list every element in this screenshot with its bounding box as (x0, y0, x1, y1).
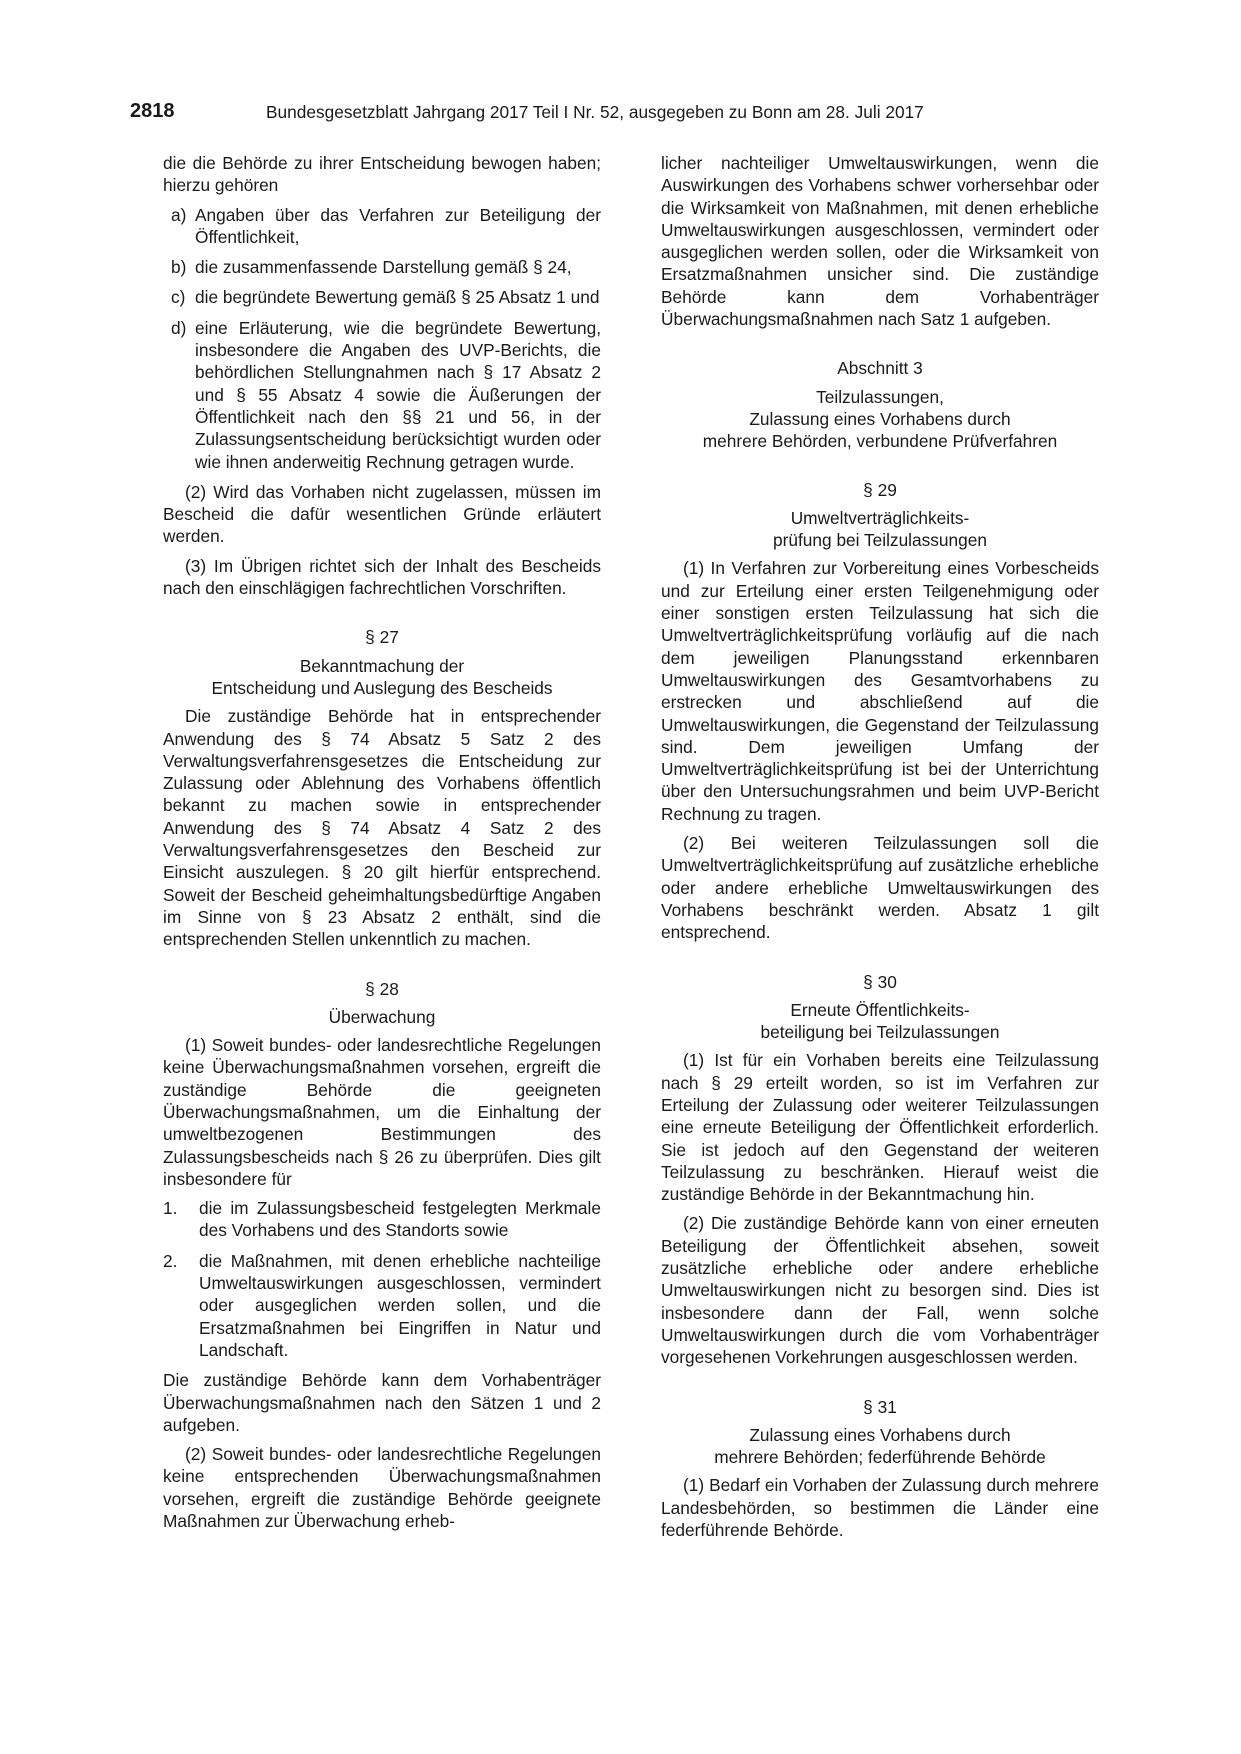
list-marker: a) (171, 204, 187, 225)
paragraph: (1) Bedarf ein Vorhaben der Zulassung durch mehrere Landesbehörden, so bestimmen die Länder eine federführende Behörde. (661, 1475, 1099, 1541)
list-item (163, 1250, 601, 1361)
paragraph: (1) In Verfahren zur Vorbereitung eines Vorbescheids und zur Erteilung einer ersten Teilgenehmigung oder einer sonstigen ersten Teilzulassung hat sich die Umweltverträglichkeitsprüfung vorläufig auf die nach dem jeweiligen Planungsstand erkennbaren Umweltauswirkungen des Gesamtvorhabens zu erstrecken und abschließend auf die Umweltauswirkungen, die Gegenstand der Teilzulassung sind. Dem jeweiligen Umfang der Umweltverträglichkeitsprüfung ist bei der Unterrichtung über den Untersuchungsrahmen und beim UVP-Bericht Rechnung zu tragen. (661, 558, 1099, 824)
section-number: § 29 (863, 479, 897, 500)
section-number: § 27 (365, 627, 399, 648)
list-item (163, 256, 601, 278)
section-number: § 30 (863, 971, 897, 992)
paragraph: Die zuständige Behörde kann dem Vorhabenträger Überwachungsmaßnahmen nach den Sätzen 1 und 2 aufgeben. (163, 1370, 601, 1435)
section-title (661, 507, 1099, 552)
chapter-title-line: Zulassung eines Vorhabens durch (749, 408, 1011, 429)
paragraph: die die Behörde zu ihrer Entscheidung bewogen haben; hierzu gehören (163, 153, 601, 196)
paragraph: Die zuständige Behörde hat in entsprechender Anwendung des § 74 Absatz 5 Satz 2 des Verwaltungsverfahrensgesetzes die Entscheidung zur Zulassung oder Ablehnung des Vorhabens öffentlich bekannt zu machen sowie in entsprechender Anwendung des § 74 Absatz 4 Satz 2 des Verwaltungsverfahrensgesetzes den Bescheid zur Einsicht auszulegen. § 20 gilt hierfür entsprechend. Soweit der Bescheid geheimhaltungsbedürftige Angaben im Sinne von § 23 Absatz 2 enthält, sind die entsprechenden Stellen unkenntlich zu machen. (163, 706, 601, 950)
left-column (163, 152, 601, 1539)
lettered-list (163, 204, 601, 473)
list-item (163, 204, 601, 249)
section-title (163, 1006, 601, 1028)
section-title-line: Umweltverträglichkeits- (790, 507, 970, 528)
section-title-line: Zulassung eines Vorhabens durch (749, 1424, 1011, 1445)
section-title-line: beteiligung bei Teilzulassungen (760, 1022, 1000, 1043)
section-title-line: Erneute Öffentlichkeits- (790, 999, 970, 1020)
numbered-list (163, 1197, 601, 1361)
paragraph: (1) Ist für ein Vorhaben bereits eine Teilzulassung nach § 29 erteilt worden, so ist im Verfahren zur Erteilung der Zulassung oder weiterer Teilzulassungen eine erneute Beteiligung der Öffentlichkeit erforderlich. Sie ist jedoch auf den Gegenstand der weiteren Teilzulassung zu beschränken. Hierauf weist die zuständige Behörde in der Bekanntmachung hin. (661, 1050, 1099, 1205)
chapter-title-line: mehrere Behörden, verbundene Prüfverfahren (702, 431, 1058, 452)
list-marker: d) (171, 317, 187, 338)
paragraph: licher nachteiliger Umweltauswirkungen, wenn die Auswirkungen des Vorhabens schwer vorhersehbar oder die Wirksamkeit von Maßnahmen, mit denen erhebliche Umweltauswirkungen ausgeschlossen, vermindert oder ausgeglichen werden sollen, oder die Wirksamkeit von Ersatzmaßnahmen unsicher sind. Die zuständige Behörde kann dem Vorhabenträger Überwachungsmaßnahmen nach Satz 1 aufgeben. (661, 153, 1099, 330)
list-item-text: die begründete Bewertung gemäß § 25 Absatz 1 und (195, 287, 600, 308)
list-item (163, 317, 601, 473)
section-number: § 28 (365, 978, 399, 999)
section-title-line: Überwachung (328, 1006, 436, 1027)
list-item (163, 286, 601, 308)
paragraph: (2) Die zuständige Behörde kann von einer erneuten Beteiligung der Öffentlichkeit absehen, soweit zusätzliche erhebliche oder andere erhebliche Umweltauswirkungen nicht zu besorgen sind. Dies ist insbesondere dann der Fall, wenn solche Umweltauswirkungen durch die vom Vorhabenträger vorgesehenen Vorkehrungen ausgeschlossen werden. (661, 1213, 1099, 1368)
list-marker: b) (171, 257, 187, 278)
section-title-line: Entscheidung und Auslegung des Bescheids (211, 677, 553, 698)
section-number: § 31 (863, 1396, 897, 1417)
chapter-title-line: Teilzulassungen, (816, 386, 944, 407)
list-item-text: Angaben über das Verfahren zur Beteiligung der Öffentlichkeit, (195, 204, 601, 247)
chapter-label: Abschnitt 3 (837, 358, 923, 379)
section-title (661, 1424, 1099, 1469)
page-number: 2818 (130, 100, 175, 122)
list-marker: 2. (163, 1250, 178, 1271)
paragraph: (1) Soweit bundes- oder landesrechtliche Regelungen keine Überwachungsmaßnahmen vorsehen, ergreift die zuständige Behörde die geeigneten Überwachungsmaßnahmen, um die Einhaltung der umweltbezogenen Bestimmungen des Zulassungsbescheids nach § 26 zu überprüfen. Dies gilt insbesondere für (163, 1035, 601, 1189)
section-title-line: mehrere Behörden; federführende Behörde (714, 1447, 1046, 1468)
list-item-text: die im Zulassungsbescheid festgelegten Merkmale des Vorhabens und des Standorts sowie (199, 1198, 601, 1241)
running-head: Bundesgesetzblatt Jahrgang 2017 Teil I Nr. 52, ausgegeben zu Bonn am 28. Juli 2017 (266, 102, 924, 122)
list-item (163, 1197, 601, 1242)
paragraph: (2) Soweit bundes- oder landesrechtliche Regelungen keine entsprechenden Überwachungsmaßnahmen vorsehen, ergreift die zuständige Behörde geeignete Maßnahmen zur Überwachung erheb- (163, 1444, 601, 1532)
list-item-text: eine Erläuterung, wie die begründete Bewertung, insbesondere die Angaben des UVP-Berichts, die behördlichen Stellungnahmen nach § 17 Absatz 2 und § 55 Absatz 4 sowie die Äußerungen der Öffentlichkeit nach den §§ 21 und 56, in der Zulassungsentscheidung berücksichtigt wurden oder wie ihnen anderweitig Rechnung getragen wurde. (195, 317, 601, 472)
section-title-line: prüfung bei Teilzulassungen (773, 530, 987, 551)
section-title-line: Bekanntmachung der (299, 655, 465, 676)
right-column (661, 152, 1099, 1548)
paragraph: (2) Wird das Vorhaben nicht zugelassen, müssen im Bescheid die dafür wesentlichen Gründe erläutert werden. (163, 481, 601, 547)
section-title (163, 655, 601, 700)
list-item-text: die Maßnahmen, mit denen erhebliche nachteilige Umweltauswirkungen ausgeschlossen, vermindert oder ausgeglichen werden sollen, und die Ersatzmaßnahmen bei Eingriffen in Natur und Landschaft. (199, 1250, 601, 1360)
list-marker: 1. (163, 1198, 178, 1219)
list-marker: c) (171, 287, 186, 308)
list-item-text: die zusammenfassende Darstellung gemäß § 24, (195, 257, 572, 278)
chapter-title (661, 386, 1099, 453)
section-title (661, 999, 1099, 1044)
paragraph: (3) Im Übrigen richtet sich der Inhalt des Bescheids nach den einschlägigen fachrechtlichen Vorschriften. (163, 555, 601, 599)
paragraph: (2) Bei weiteren Teilzulassungen soll die Umweltverträglichkeitsprüfung auf zusätzliche erhebliche oder andere erhebliche Umweltauswirkungen des Vorhabens beschränkt werden. Absatz 1 gilt entsprechend. (661, 833, 1099, 943)
page-header (0, 98, 1241, 128)
